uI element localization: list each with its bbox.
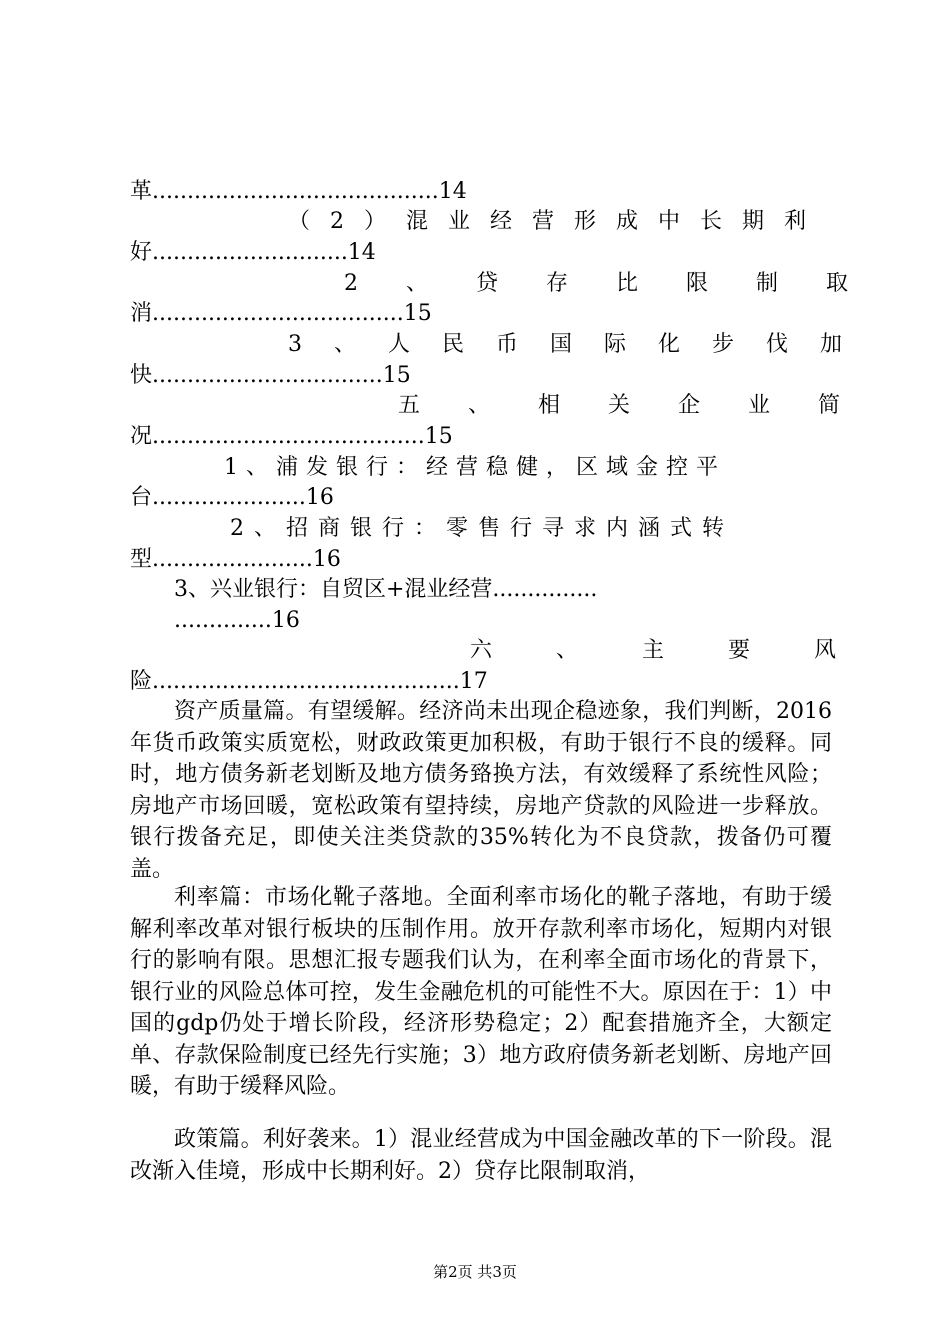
toc-entry: 况.......................................15 — [130, 424, 453, 449]
toc-entry: 好............................14 — [130, 240, 376, 265]
toc-entry: 革.........................................14 — [130, 179, 467, 204]
toc-entry: ..............16 — [174, 608, 300, 633]
toc-entry: 3、兴业银行：自贸区+混业经营............... — [174, 577, 598, 602]
toc-entry: 台......................16 — [130, 485, 334, 510]
body-paragraph: 资产质量篇。有望缓解。经济尚未出现企稳迹象，我们判断，2016年货币政策实质宽松，财政政策更加积极，有助于银行不良的缓释。同时，地方债务新老划断及地方债务臵换方法，有效缓释了系统性风险；房地产市场回暖，宽松政策有望持续，房地产贷款的风险进一步释放。银行拨备充足，即使关注类贷款的35%转化为不良贷款，拨备仍可覆盖。 — [130, 699, 832, 882]
toc-entry: 1、浦发银行：经营稳健，区域金控平 — [224, 455, 726, 480]
toc-entry: 3、人民币国际化步伐加 — [288, 332, 874, 357]
page-footer: 第2页 共3页 — [433, 1263, 517, 1281]
toc-entry: 2、招商银行：零售行寻求内涵式转 — [230, 516, 734, 541]
toc-entry: 五、相关企业简 — [398, 393, 889, 418]
body-paragraph: 政策篇。利好袭来。1）混业经营成为中国金融改革的下一阶段。混改渐入佳境，形成中长期利好。2）贷存比限制取消， — [130, 1127, 832, 1184]
toc-entry: 险............................................17 — [130, 669, 488, 694]
toc-entry: 2、贷存比限制取 — [344, 271, 896, 296]
toc-entry: 型.......................16 — [130, 547, 341, 572]
toc-entry: 消....................................15 — [130, 301, 432, 326]
toc-entry: 快.................................15 — [130, 363, 411, 388]
body-paragraph: 利率篇：市场化靴子落地。全面利率市场化的靴子落地，有助于缓解利率改革对银行板块的压制作用。放开存款利率市场化，短期内对银行的影响有限。思想汇报专题我们认为，在利率全面市场化的背景下，银行业的风险总体可控，发生金融危机的可能性不大。原因在于：1）中国的gdp仍处于增长阶段，经济形势稳定；2）配套措施齐全，大额定单、存款保险制度已经先行实施；3）地方政府债务新老划断、房地产回暖，有助于缓释风险。 — [130, 885, 832, 1099]
toc-entry: 六、主要风 — [470, 638, 901, 663]
toc-entry: （2）混业经营形成中长期利 — [288, 209, 826, 234]
